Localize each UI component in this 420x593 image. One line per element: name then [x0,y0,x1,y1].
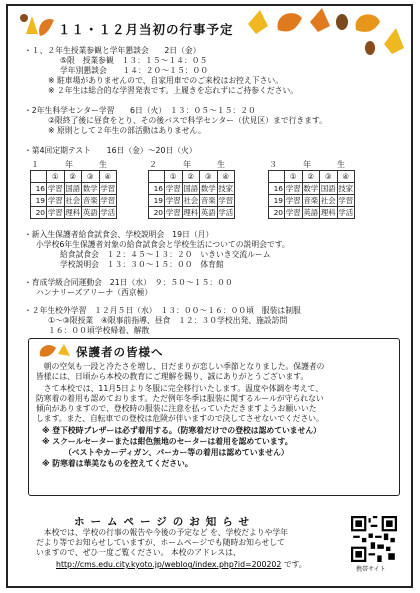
page-title: １１・１２月当初の行事予定 [58,22,234,37]
exam-table-grade2 [148,159,235,219]
field-trip-return: １６：００頃学校帰着、解散 [48,326,150,335]
exam-day: 19 [31,194,47,206]
homepage-notice-title: ホームページのお知らせ [74,516,255,528]
exam-subject: 英語 [303,207,319,217]
mobile-site-label: 携帯サイト [356,566,386,573]
period-2: ② [302,171,320,183]
exam-subject: 理科 [320,207,336,217]
exam-subject: 技家 [218,183,234,193]
exam-subject: 数学 [303,183,319,193]
autumn-leaves-top-left-icon [18,10,58,40]
exam-day: 19 [269,194,285,206]
guardians-paragraph: 皆様には、日頃から本校の教育にご理解を賜り、誠にありがとうございます。 [36,372,309,381]
period-4: ④ [217,171,235,183]
homepage-url-suffix: です。 [283,560,307,569]
field-trip-schedule: ①～③限授業 ④限事前指導、昼食 １２：３０学校出発、施設訪問 [48,316,288,325]
exam-subject: 学活 [100,207,116,217]
guardians-paragraph: 朝の空気も一段と冷たさを増し、日だまりが恋しい季節となりました。保護者の [36,362,325,371]
exam-table-grade2-title: ２ 年 生 [149,160,234,169]
exam-table-grade1-title: １ 年 生 [31,160,116,169]
period-3: ③ [320,171,338,183]
exam-subject: 学習 [47,195,63,205]
exam-subject: 学習 [100,195,116,205]
period-1: ① [285,171,303,183]
homepage-paragraph: いますので、ぜひ一度ご覧ください。 本校のアドレスは、 [36,548,241,557]
homepage-paragraph: 本校では、学校の行事の報告や今後の予定など を、学校だよりや学年 [36,528,288,537]
exam-subject: 社会 [183,195,199,205]
exam-subject: 国語 [65,183,81,193]
period-2: ② [64,171,82,183]
qr-code-icon [351,516,397,562]
homepage-paragraph: だより等でお知らせしていますが、ホームページでも随時お知らせして [36,538,285,547]
exam-day: 16 [31,182,47,194]
exam-subject: 学習 [218,195,234,205]
exam-subject: 英語 [200,207,216,217]
autumn-leaves-top-right-icon [238,4,408,64]
exam-day: 20 [269,206,285,218]
new-student-detail: 小学校6年生保護者対象の給食試食会と学校生活についての説明会です。 [36,240,290,249]
new-student-lunch: 給食試食会 １２：４５～１３：２０ いきいき交流ルーム [60,250,271,259]
exam-subject: 音楽 [200,195,216,205]
exam-subject: 音楽 [303,195,319,205]
exam-table-grade3 [268,159,355,219]
exam-subject: 学習 [165,183,181,193]
period-4: ④ [337,171,355,183]
uniform-rule: ※ 登下校時ブレザーは必ず着用する。（防寒着だけでの登校は認めていません） [42,426,321,435]
leaf-icon [36,340,72,360]
science-center-note-text: ※ 原則として２年生の部活動はありません。 [48,126,206,135]
period-3: ③ [200,171,218,183]
exam-subject: 数学 [200,183,216,193]
exam-subject: 学習 [47,207,63,217]
field-trip-heading: ・２年生校外学習 １２月５日（水） １３：００～１６：００頃 服装は制服 [24,306,301,315]
new-student-heading: ・新入生保護者給食試食会、学校説明会 19日（月） [24,230,214,239]
period-1: ① [165,171,183,183]
exam-day: 16 [149,182,165,194]
exam-day: 20 [31,206,47,218]
exam-subject: 社会 [65,195,81,205]
exam-table-grade3-title: ３ 年 生 [269,160,354,169]
exam-subject: 数学 [82,183,98,193]
exam-subject: 国語 [183,183,199,193]
exam-subject: 英語 [82,207,98,217]
guardians-paragraph: 傾向がありますので、登校時の服装に注意を払っていただきますようお願いいた [36,404,317,413]
exam-day: 20 [149,206,165,218]
exam-subject: 学習 [285,207,301,217]
open-house-class: ⑤限 授業参観 １３：１５～１４：０５ [60,56,208,65]
exam-subject: 学習 [165,207,181,217]
open-house-meeting: 学年別懇談会 １４：２０～１５：００ [60,66,209,75]
exam-table-grade1 [30,159,117,219]
exam-subject: 学習 [47,183,63,193]
period-1: ① [47,171,65,183]
homepage-url-line [56,560,307,570]
science-center-detail: ②限終了後に昼食をとり、その後バスで科学センター（伏見区）まで行きます。 [48,116,327,125]
period-3: ③ [82,171,100,183]
guardians-paragraph: します。また、自転車での登校は危険が伴いますので決してさせないでください。 [36,414,324,423]
open-house-note-shoes: ※ ２年生は総合的な学習発表です。上履きを忘れずにご持参ください。 [48,86,299,95]
exam-subject: 学習 [285,195,301,205]
exam-subject: 学活 [218,207,234,217]
exam-subject: 学活 [338,207,354,217]
exam-subject: 学習 [338,195,354,205]
exam-day: 16 [269,182,285,194]
science-center-heading: ・2年生科学センター学習 6日（火） １３：０５～１５：２０ [24,106,256,115]
guardians-notice-title: 保護者の皆様へ [76,345,164,359]
school-homepage-link[interactable]: http://cms.edu.city.kyoto.jp/weblog/index.php?id=200202 [56,560,282,569]
sports-heading: ・育成学級合同運動会 21日（水） ９：５０～１５：００ [24,278,233,287]
uniform-rule: （ベストやカーディガン、パーカー等の着用は認めていません） [64,448,289,457]
exam-subject: 国語 [320,183,336,193]
exam-subject: 学習 [165,195,181,205]
exam-subject: 技家 [338,183,354,193]
open-house-note-parking: ※ 駐車場がありませんので、自家用車でのご来校はお控え下さい。 [48,76,283,85]
guardians-paragraph: さて本校では、11月5日より冬服に完全移行いたします。温度や体調を考えて、 [36,384,323,393]
exam-subject: 理科 [183,207,199,217]
uniform-rule: ※ 防寒着は華美なものを控えてください。 [42,459,193,468]
exam-subject: 音楽 [82,195,98,205]
guardians-paragraph: 防寒着の着用も認めております。ただ例年冬季は服装に関するルールが守られない [36,394,324,403]
exam-day: 19 [149,194,165,206]
new-student-briefing: 学校説明会 １３：３０～１５：００ 体育館 [60,260,224,269]
exam-subject: 学習 [285,183,301,193]
exam-subject: 理科 [65,207,81,217]
exam-subject: 社会 [320,195,336,205]
uniform-rule: ※ スクールセーターまたは紺色無地のセーターは着用を認めています。 [42,437,293,446]
period-4: ④ [99,171,117,183]
exam-subject: 学習 [100,183,116,193]
exam-heading: ・第4回定期テスト 16日（金）～20日（火） [24,146,197,155]
period-2: ② [182,171,200,183]
open-house-heading: ・１、２年生授業参観と学年懇談会 2日（金） [24,46,201,55]
sports-venue: ハンナリーズアリーナ（西京極） [36,288,153,297]
